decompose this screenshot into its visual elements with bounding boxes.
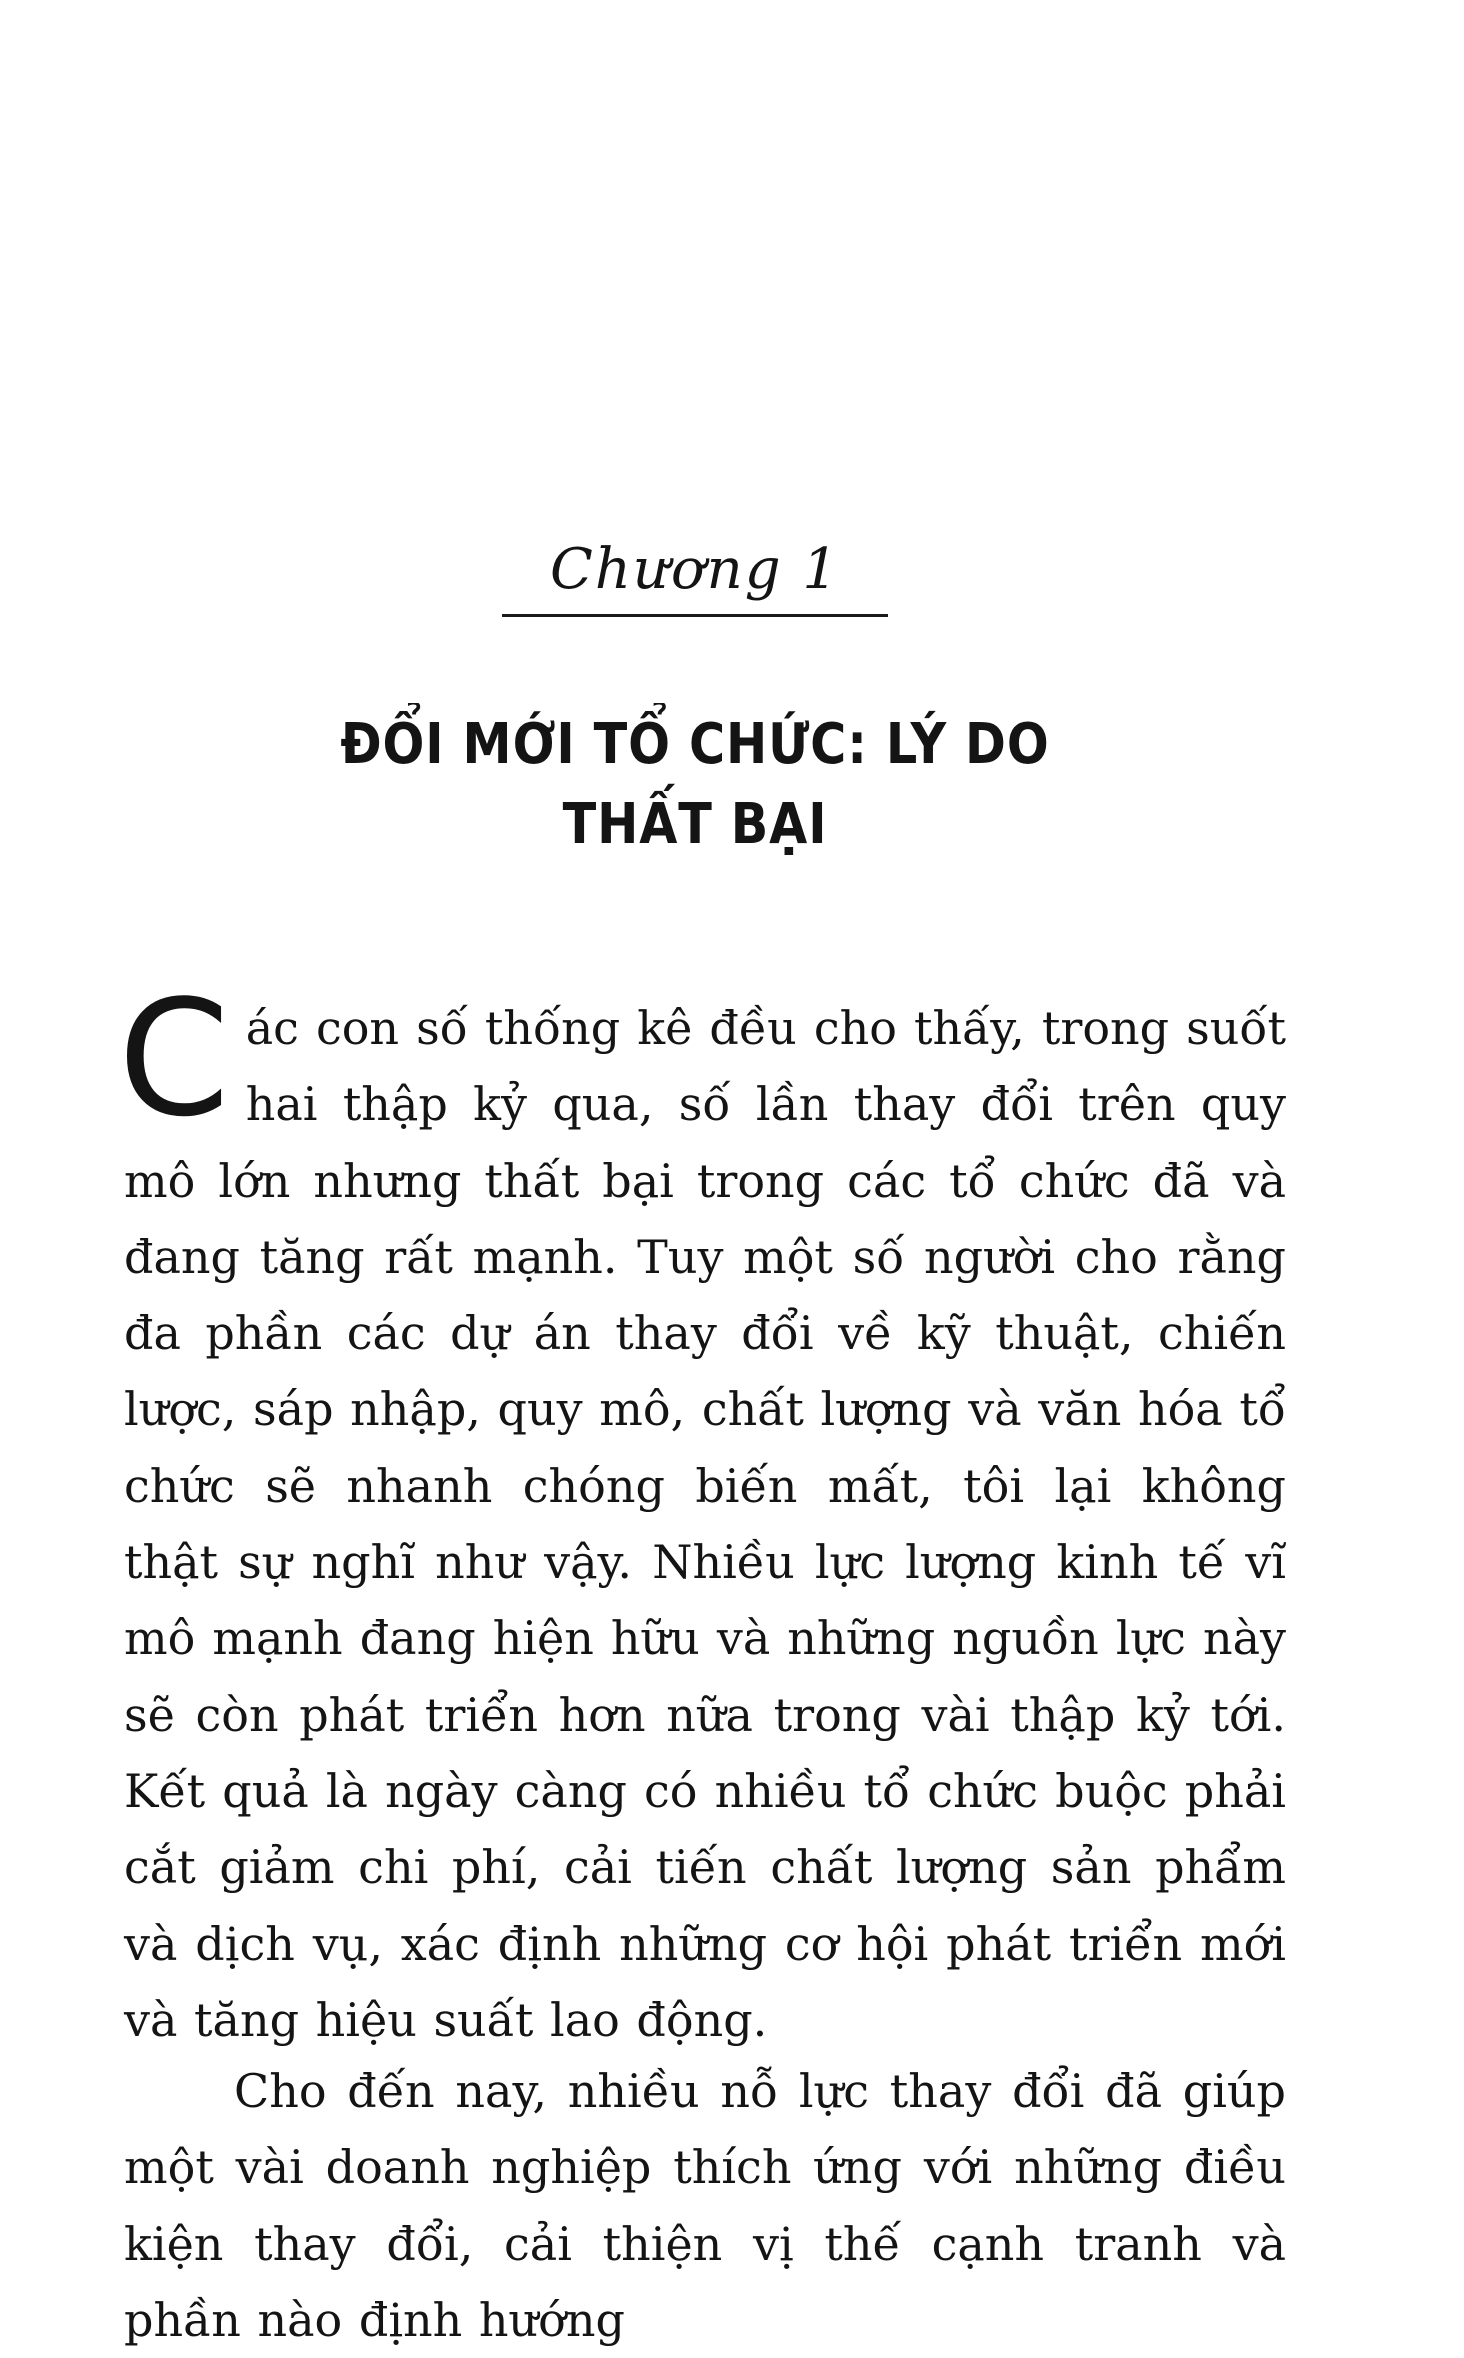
chapter-label: Chương 1	[549, 537, 841, 602]
chapter-title: ĐỔI MỚI TỔ CHỨC: LÝ DO THẤT BẠI	[340, 712, 1050, 857]
paragraph-first-text: ác con số thống kê đều cho thấy, trong suốt hai thập kỷ qua, số lần thay đổi trên quy mô lớn nhưng thất bại trong các tổ chức đã và đang tăng rất mạnh. Tuy một số người cho rằng đa phần các dự án thay đổi về kỹ thuật, chiến lược, sáp nhập, quy mô, chất lượng và văn hóa tổ chức sẽ nhanh chóng biến mất, tôi lại không thật sự nghĩ như vậy. Nhiều lực lượng kinh tế vĩ mô mạnh đang hiện hữu và những nguồn lực này sẽ còn phát triển hơn nữa trong vài thập kỷ tới. Kết quả là ngày càng có nhiều tổ chức buộc phải cắt giảm chi phí, cải tiến chất lượng sản phẩm và dịch vụ, xác định những cơ hội phát triển mới và tăng hiệu suất lao động.	[124, 1001, 1286, 2047]
chapter-divider	[502, 614, 888, 617]
drop-cap: C	[118, 965, 230, 1152]
paragraph-second: Cho đến nay, nhiều nỗ lực thay đổi đã giúp một vài doanh nghiệp thích ứng với những điều kiện thay đổi, cải thiện vị thế cạnh tranh và phần nào định hướng	[124, 2064, 1286, 2347]
paragraph-first	[118, 965, 1286, 2058]
